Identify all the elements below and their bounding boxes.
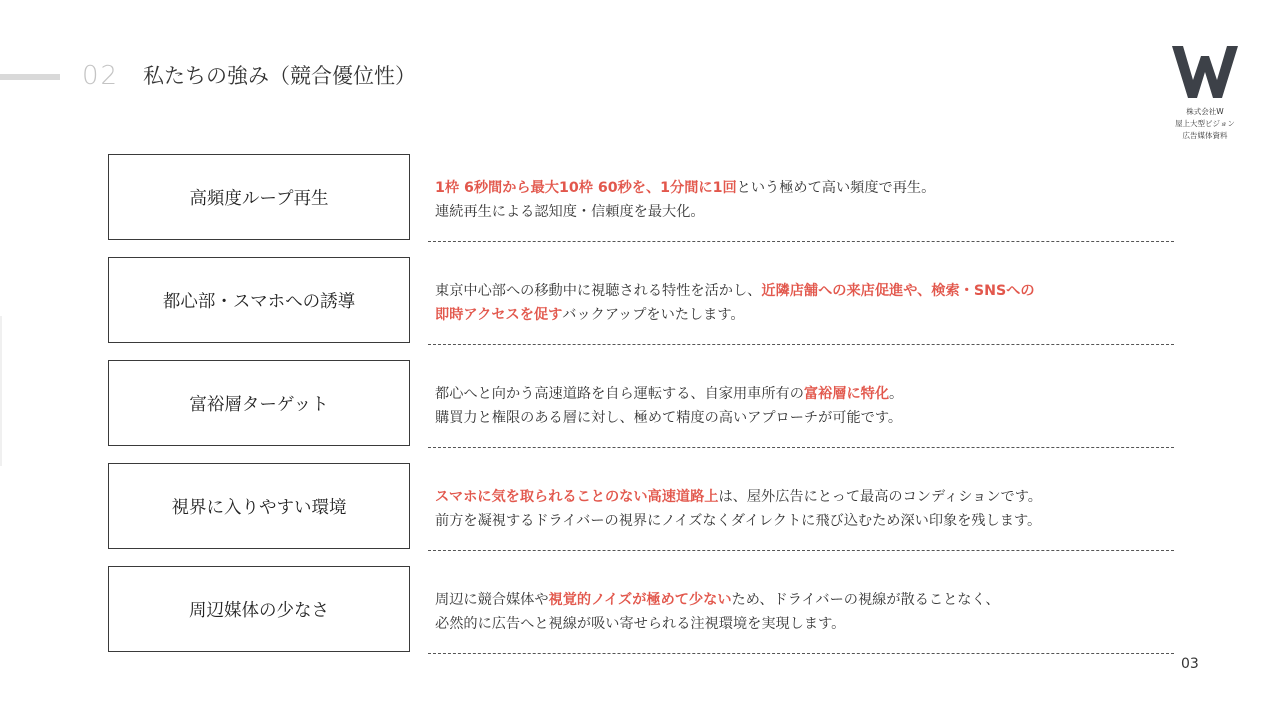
- description-text: 東京中心部への移動中に視聴される特性を活かし、: [435, 283, 762, 299]
- strength-row: [108, 257, 1174, 360]
- highlight-text: スマホに気を取られることのない高速道路上: [435, 489, 719, 505]
- description-line: [435, 176, 1174, 200]
- row-divider: [428, 241, 1174, 242]
- strength-row: [108, 463, 1174, 566]
- highlight-text: 即時アクセスを促す: [435, 307, 563, 323]
- row-divider: [428, 344, 1174, 345]
- highlight-text: 1枠 6秒間から最大10枠 60秒を、1分間に1回: [435, 180, 737, 196]
- strength-row: [108, 360, 1174, 463]
- logo-company-name: 株式会社W: [1186, 107, 1224, 116]
- header-accent-bar: [0, 74, 60, 80]
- description-line: [435, 485, 1174, 509]
- row-divider: [428, 653, 1174, 654]
- highlight-text: 近隣店舗への来店促進や、検索・SNSへの: [761, 283, 1035, 299]
- logo-caption: [1164, 106, 1246, 142]
- strength-description: [435, 588, 1174, 636]
- strength-description: [435, 382, 1174, 430]
- description-line: [435, 509, 1174, 533]
- description-text: という極めて高い頻度で再生。: [736, 180, 936, 196]
- row-divider: [428, 447, 1174, 448]
- highlight-text: 視覚的ノイズが極めて少ない: [548, 592, 732, 608]
- description-text: 。: [889, 386, 904, 402]
- strength-description: [435, 176, 1174, 224]
- description-line: [435, 612, 1174, 636]
- description-text: は、屋外広告にとって最高のコンディションです。: [718, 489, 1042, 505]
- strength-label: 周辺媒体の少なさ: [108, 566, 410, 652]
- strengths-list: [108, 154, 1174, 669]
- section-number: 02: [82, 61, 120, 91]
- row-divider: [428, 550, 1174, 551]
- description-line: [435, 382, 1174, 406]
- description-line: [435, 588, 1174, 612]
- strength-label: 高頻度ループ再生: [108, 154, 410, 240]
- strength-row: [108, 566, 1174, 669]
- description-text: 都心へと向かう高速道路を自ら運転する、自家用車所有の: [435, 386, 804, 402]
- description-text: 連続再生による認知度・信頼度を最大化。: [435, 204, 705, 220]
- strength-description: [435, 279, 1174, 327]
- description-text: ため、ドライバーの視線が散ることなく、: [731, 592, 1000, 608]
- strength-label: 富裕層ターゲット: [108, 360, 410, 446]
- description-text: 周辺に競合媒体や: [435, 592, 549, 608]
- description-line: [435, 406, 1174, 430]
- page-title: 私たちの強み（競合優位性）: [143, 64, 416, 88]
- logo-subtitle: 屋上大型ビジョン: [1175, 119, 1235, 128]
- strength-label: 視界に入りやすい環境: [108, 463, 410, 549]
- page-number: 03: [1181, 656, 1199, 672]
- strength-label: 都心部・スマホへの誘導: [108, 257, 410, 343]
- description-text: 購買力と権限のある層に対し、極めて精度の高いアプローチが可能です。: [435, 410, 903, 426]
- description-text: 必然的に広告へと視線が吸い寄せられる注視環境を実現します。: [435, 616, 846, 632]
- left-edge-divider: [0, 316, 2, 466]
- company-logo: [1164, 44, 1246, 142]
- description-line: [435, 279, 1174, 303]
- description-text: バックアップをいたします。: [562, 307, 745, 323]
- strength-description: [435, 485, 1174, 533]
- description-text: 前方を凝視するドライバーの視界にノイズなくダイレクトに飛び込むため深い印象を残します。: [435, 513, 1042, 529]
- strength-row: [108, 154, 1174, 257]
- description-line: [435, 200, 1174, 224]
- highlight-text: 富裕層に特化: [803, 386, 890, 402]
- logo-doc-type: 広告媒体資料: [1182, 131, 1228, 140]
- w-logo-icon: [1170, 44, 1240, 100]
- description-line: [435, 303, 1174, 327]
